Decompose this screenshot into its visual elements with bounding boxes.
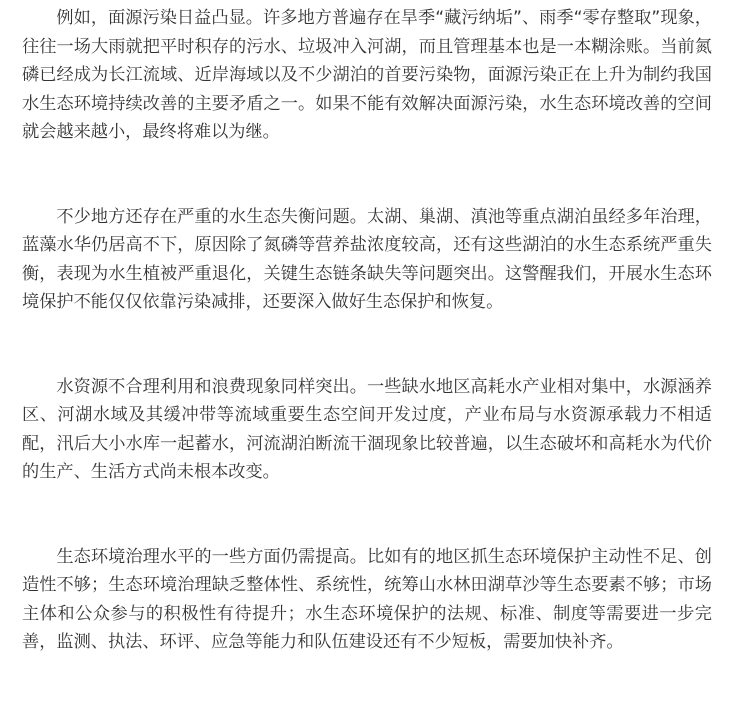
paragraph-governance-level: 生态环境治理水平的一些方面仍需提高。比如有的地区抓生态环境保护主动性不足、创造性不够；生态环境治理缺乏整体性、系统性，统筹山水林田湖草沙等生态要素不够；市场主体和公众参与的积极性有待提升；水生态环境保护的法规、标准、制度等需要进一步完善，监测、执法、环评、应急等能力和队伍建设还有不少短板，需要加快补齐。: [22, 546, 712, 652]
paragraph-nonpoint-pollution: 例如，面源污染日益凸显。许多地方普遍存在旱季“藏污纳垢”、雨季“零存整取”现象，往往一场大雨就把平时积存的污水、垃圾冲入河湖，而且管理基本也是一本糊涂账。当前氮磷已经成为长江流域、近岸海域以及不少湖泊的首要污染物，面源污染正在上升为制约我国水生态环境持续改善的主要矛盾之一。如果不能有效解决面源污染，水生态环境改善的空间就会越来越小，最终将难以为继。: [22, 8, 712, 142]
article-body: [22, 4, 712, 657]
paragraph-water-resource-waste: 水资源不合理利用和浪费现象同样突出。一些缺水地区高耗水产业相对集中，水源涵养区、河湖水域及其缓冲带等流域重要生态空间开发过度，产业布局与水资源承载力不相适配，汛后大小水库一起蓄水，河流湖泊断流干涸现象比较普遍，以生态破坏和高耗水为代价的生产、生活方式尚未根本改变。: [22, 376, 712, 482]
paragraph-ecological-imbalance: 不少地方还存在严重的水生态失衡问题。太湖、巢湖、滇池等重点湖泊虽经多年治理，蓝藻水华仍居高不下，原因除了氮磷等营养盐浓度较高，还有这些湖泊的水生态系统严重失衡，表现为水生植被严重退化，关键生态链条缺失等问题突出。这警醒我们，开展水生态环境保护不能仅仅依靠污染减排，还要深入做好生态保护和恢复。: [22, 206, 712, 312]
